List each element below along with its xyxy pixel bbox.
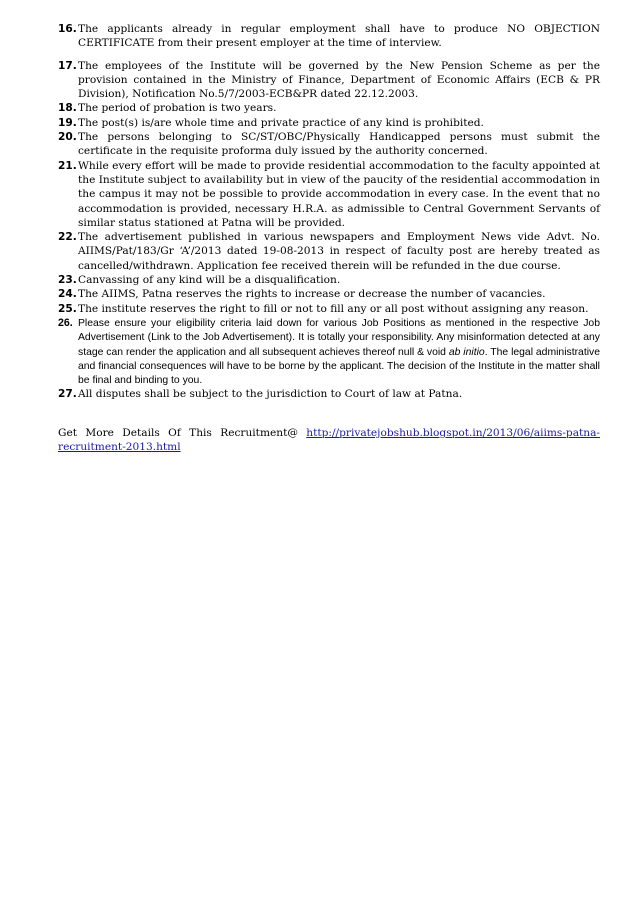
item-text: The AIIMS, Patna reserves the rights to increase or decrease the number of vacancies. — [78, 288, 546, 301]
list-item-22 — [58, 230, 600, 273]
list-item-18 — [58, 101, 600, 115]
item-number: 18. — [58, 102, 77, 115]
item-text: The period of probation is two years. — [78, 102, 277, 115]
more-details-footer — [58, 426, 600, 455]
list-item-27 — [58, 387, 600, 401]
item-text: The advertisement published in various newspapers and Employment News vide Advt. No. AIIMS/Pat/183/Gr ‘A’/2013 dated 19-08-2013 in respect of faculty post are hereby treated as cancelled/withdrawn. Application fee received therein will be refunded in the due course. — [78, 231, 600, 272]
item-text-part: . The legal administrative and financial consequences will have to be borne by the applicant. The decision of the Institute in the matter shall be final and binding to you. — [78, 346, 601, 387]
item-text: The institute reserves the right to fill or not to fill any or all post without assigning any reason. — [78, 302, 589, 315]
item-number: 21. — [58, 159, 77, 172]
item-number: 20. — [58, 131, 77, 144]
footer-label: Get More Details Of This Recruitment@ — [58, 426, 307, 439]
recruitment-link[interactable]: http://privatejobshub.blogspot.in/2013/06/aiims-patna-recruitment-2013.html — [58, 426, 600, 454]
item-number: 25. — [58, 302, 77, 315]
item-number: 26. — [58, 316, 73, 329]
item-text: The persons belonging to SC/ST/OBC/Physically Handicapped persons must submit the certificate in the requisite proforma duly issued by the authority concerned. — [78, 131, 600, 158]
list-item-17 — [58, 59, 600, 102]
item-text-part: Please ensure your eligibility criteria laid down for various Job Positions as mentioned in the respective Job Advertisement (Link to the Job Advertisement). It is totally your responsibility. Any misinformation detected at any stage can render the application and all subsequent achieves thereof null & void — [78, 317, 600, 358]
item-number: 27. — [58, 388, 77, 401]
list-item-25 — [58, 302, 600, 316]
item-text-italic: ab initio — [448, 346, 485, 358]
item-number: 22. — [58, 231, 77, 244]
item-text: The post(s) is/are whole time and private practice of any kind is prohibited. — [78, 116, 484, 129]
item-text: While every effort will be made to provide residential accommodation to the faculty appointed at the Institute subject to availability but in view of the paucity of the residential accommodation in the campus it may not be possible to provide accommodation in every case. In the event that no accommodation is provided, necessary H.R.A. as admissible to Central Government Servants of similar status stationed at Patna will be provided. — [78, 159, 601, 229]
item-number: 17. — [58, 59, 77, 72]
item-number: 16. — [58, 23, 77, 35]
document-page — [58, 22, 600, 454]
list-item-19 — [58, 116, 600, 130]
item-text — [78, 318, 600, 386]
item-number: 19. — [58, 116, 77, 129]
list-item-16 — [58, 22, 600, 51]
list-item-21 — [58, 159, 600, 230]
list-item-24 — [58, 287, 600, 301]
item-number: 24. — [58, 288, 77, 301]
item-text: Canvassing of any kind will be a disqualification. — [78, 274, 341, 287]
list-item-26 — [58, 316, 600, 387]
item-number: 23. — [58, 274, 77, 287]
item-text: The employees of the Institute will be governed by the New Pension Scheme as per the provision contained in the Ministry of Finance, Department of Economic Affairs (ECB & PR Division), Notification No.5/7/2003-ECB&PR dated 22.12.2003. — [78, 59, 600, 101]
list-item-20 — [58, 130, 600, 159]
item-text: The applicants already in regular employment shall have to produce NO OBJECTION CERTIFICATE from their present employer at the time of interview. — [78, 23, 600, 50]
list-item-23 — [58, 273, 600, 287]
item-text: All disputes shall be subject to the jurisdiction to Court of law at Patna. — [78, 388, 463, 401]
